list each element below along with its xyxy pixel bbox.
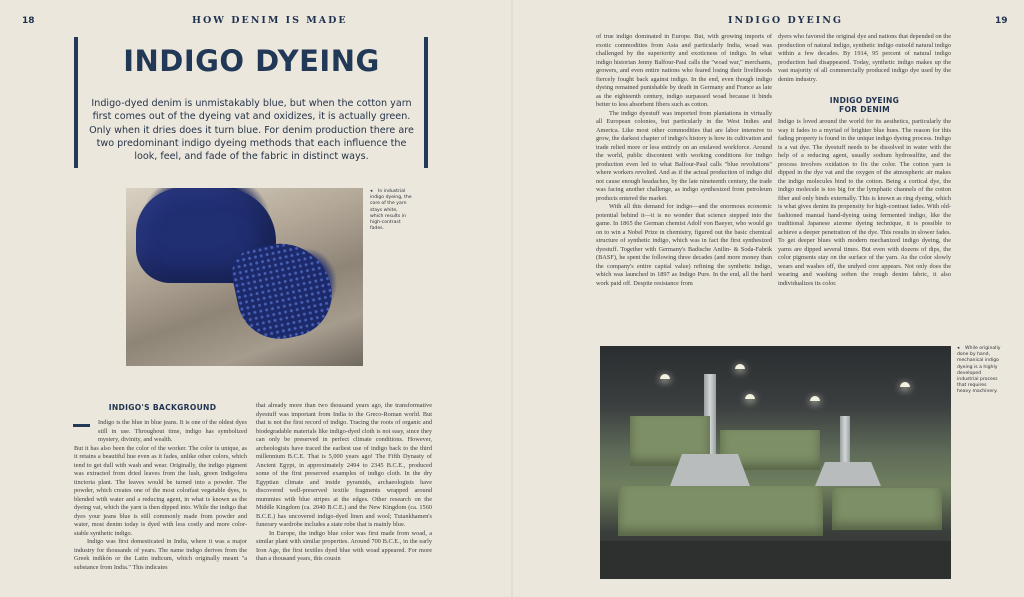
factory-photo [600,346,951,579]
section-heading-line-1: INDIGO DYEING [829,96,900,105]
caption-arrow-icon: ◂ [957,346,960,351]
factory-photo-caption [957,346,1001,396]
ceiling-light [735,364,745,369]
ceiling-light [660,374,670,379]
running-head-left: HOW DENIM IS MADE [192,15,348,26]
caption-text: In industrial indigo dyeing, the core of the yarn stays white, which results in high-contrast fades. [370,189,412,232]
yarn-photo [126,188,363,366]
section-heading-line-2: FOR DENIM [838,105,891,114]
dyeing-machine [832,488,942,530]
section-heading-background: INDIGO'S BACKGROUND [108,403,217,412]
column-2-paragraph-2: In Europe, the indigo blue color was first made from woad, a similar plant with similar properties. Around 700 B.C.E., in the early Iron Age, the first textiles dyed blue with woad appeared. For more than a thousand years, this cousin [256,529,432,562]
column-1-lead-in: Indigo is the blue in blue jeans. It is one of the oldest dyes still in use. Throughout time, indigo has symbolized mystery, divinity, and wealth. [98,419,247,443]
ceiling-light [810,396,820,401]
column-1-paragraph-2: Indigo was first domesticated in India, where it was a major industry for thousands of years. The name indigo derives from the Greek indikón or the Latin indicum, which originally meant "a substance from India." This indicates [74,538,247,571]
column-4 [778,33,951,84]
machine-hood [815,462,881,486]
column-4-paragraph-2: Indigo is loved around the world for its aesthetics, particularly the way it fades to a myriad of brighter blue hues. The reason for this fading property is found in the unique indigo dyeing process. Indigo is a vat dye. The dyestuff needs to be dissolved in water with the help of a reducing agent, usually sodium hydrosulfite, and the process involves oxidation to fix the color. The cotton yarn is dipped in the dye vat and the oxygen of the atmospheric air makes the indigo molecules bind to the cotton. Being a cortical dye, the indigo molecule is too big for the lymphatic channels of the cotton fiber and only binds externally. This is known as ring dyeing, which is what gives denim its propensity for high-contrast fades. With old-fashioned manual hand-dyeing using fermented indigo, like the traditional Japanese aizome dyeing technique, it is possible to achieve a deeper penetration of the dye. This results in slower fades. To get deeper blues with modern mechanized indigo dyeing, the yarns are dipped several times. But even with dozens of dips, the color pigments stay on the surface of the yarn. As the color slowly wears and washes off, the undyed core appears. Not only does the wearing and washing soften the rough denim fabric, it also individualizes its color. [778,118,951,287]
page-title: INDIGO DYEING [123,44,380,78]
yarn-photo-caption [370,189,412,232]
column-1-body: But it has also been the color of the worker. The color is unique, as it retains a beautiful hue even as it fades, unlike other colors, which tend to get dull with wash and wear. Originally, the indigo pigment was extracted from dried leaves from the lush, green Indigofera tinctoria plant. The leaves would be turned into a powder. The powder, which creates one of the most colorfast vegetable dyes, is blended with water and a reducing agent, in what is known as the dyeing vat, which the yarn is then dipped into. While the indigo that dyes your jeans blue is still commonly made from powder and water, most denim today is dyed with less costly and more color-stable synthetic indigo. [74,444,247,537]
factory-floor [600,541,951,579]
column-4-paragraph-1: dyers who favored the original dye and nations that depended on the production of natural indigo, synthetic indigo outsold natural indigo within a few decades. By 1914, 95 percent of natural indigo production had disappeared. Today, synthetic indigo makes up the vast majority of all commercially produced indigo dye used by the denim industry. [778,33,951,83]
page-number-left: 18 [22,16,35,26]
page-number-right: 19 [995,16,1008,26]
dyeing-machine [618,486,823,536]
column-1-paragraph-1 [74,419,247,538]
page-gutter [511,0,513,597]
ceiling-light [745,394,755,399]
title-frame-bar-left [74,37,78,168]
caption-text: While originally done by hand, mechanical indigo dyeing is a highly developed industrial process that requires heavy machinery. [957,346,1001,395]
caption-arrow-icon: ◂ [370,189,373,194]
section-heading-dyeing-for-denim [778,96,951,114]
title-frame-bar-right [424,37,428,168]
column-3-paragraph-3: With all this demand for indigo—and the enormous economic potential behind it—it is no wonder that science stepped into the game. In 1865 the German chemist Adolf von Baeyer, who would go on to win a Nobel Prize in chemistry, figured out the basic chemical structure of synthetic indigo, which was in fact the first synthesized dyestuff. Together with Germany's Badische Anilin- & Soda-Fabrik (BASF), he spent the following three decades (and more money than the company's entire capital value) refining the synthetic indigo, which was launched in 1897 as Indigo Pure. In the end, all the hard work paid off. Despite resistance from [596,203,772,287]
intro-paragraph: Indigo-dyed denim is unmistakably blue, but when the cotton yarn first comes out of the dyeing vat and oxidizes, it is actually green. Only when it dries does it turn blue. For denim production there are two predominant indigo dyeing methods that each influence the look, feel, and fade of the fabric in distinct ways. [89,98,414,163]
column-3-paragraph-1: of true indigo dominated in Europe. But, with growing imports of exotic commodities from Asia and particularly India, woad was challenged by the superiority and exoticness of indigo. In what indigo historian Jenny Balfour-Paul calls the "woad war," merchants, growers, and even entire nations who feared losing their livelihoods fiercely fought back against indigo. In the end, even though indigo dyeing remained punishable by death in Germany and France as late as the eighteenth century, indigo surpassed woad because it binds better to less absorbent fibers such as cotton. [596,33,772,108]
column-2 [256,402,432,564]
running-head-right: INDIGO DYEING [728,15,844,26]
column-4-continued [778,118,951,288]
yarn-tassel [227,234,340,347]
column-2-paragraph-1: that already more than two thousand years ago, the transformative dyestuff was important from India to the Greco-Roman world. But that is not the first record of indigo. Tracing the roots of organic and biodegradable materials like indigo-dyed cloth is not easy, since they can only be preserved in perfect climate conditions. However, archeologists have traced the earliest use of indigo back to the third millennium B.C.E. That is 5,000 years ago! The Fifth Dynasty of Ancient Egypt, in approximately 2494 to 2345 B.C.E., produced some of the first preserved examples of indigo cloth. In the dry Egyptian climate and inside pyramids, archaeologists have discovered well-preserved textile fragments wrapped around mummies with blue stripes at the edges. Other research on the Middle Kingdom (ca. 2040 B.C.E.) and the New Kingdom (ca. 1560 B.C.E.) has uncovered indigo-dyed linen and wool; Tutankhamen's funerary wardrobe includes a state robe that is mainly blue. [256,402,432,528]
column-3 [596,33,772,288]
column-3-paragraph-2: The indigo dyestuff was imported from plantations in virtually all European colonies, but particularly in the West Indies and America. Like most other commodities that are labor intensive to grow, the darkest chapter of indigo's history is how its cultivation and trade relied more or less entirely on an enslaved workforce. Around the world, public discontent with working conditions for indigo production even led to what Balfour-Paul calls "blue revolutions" where workers revolted. And as if the actual production of indigo did not cause enough headaches, by the late nineteenth century, the trade was facing another challenge, as indigo synthesized from petroleum products entered the market. [596,109,772,202]
machine-hood [670,454,750,486]
column-1 [74,419,247,572]
ceiling-light [900,382,910,387]
